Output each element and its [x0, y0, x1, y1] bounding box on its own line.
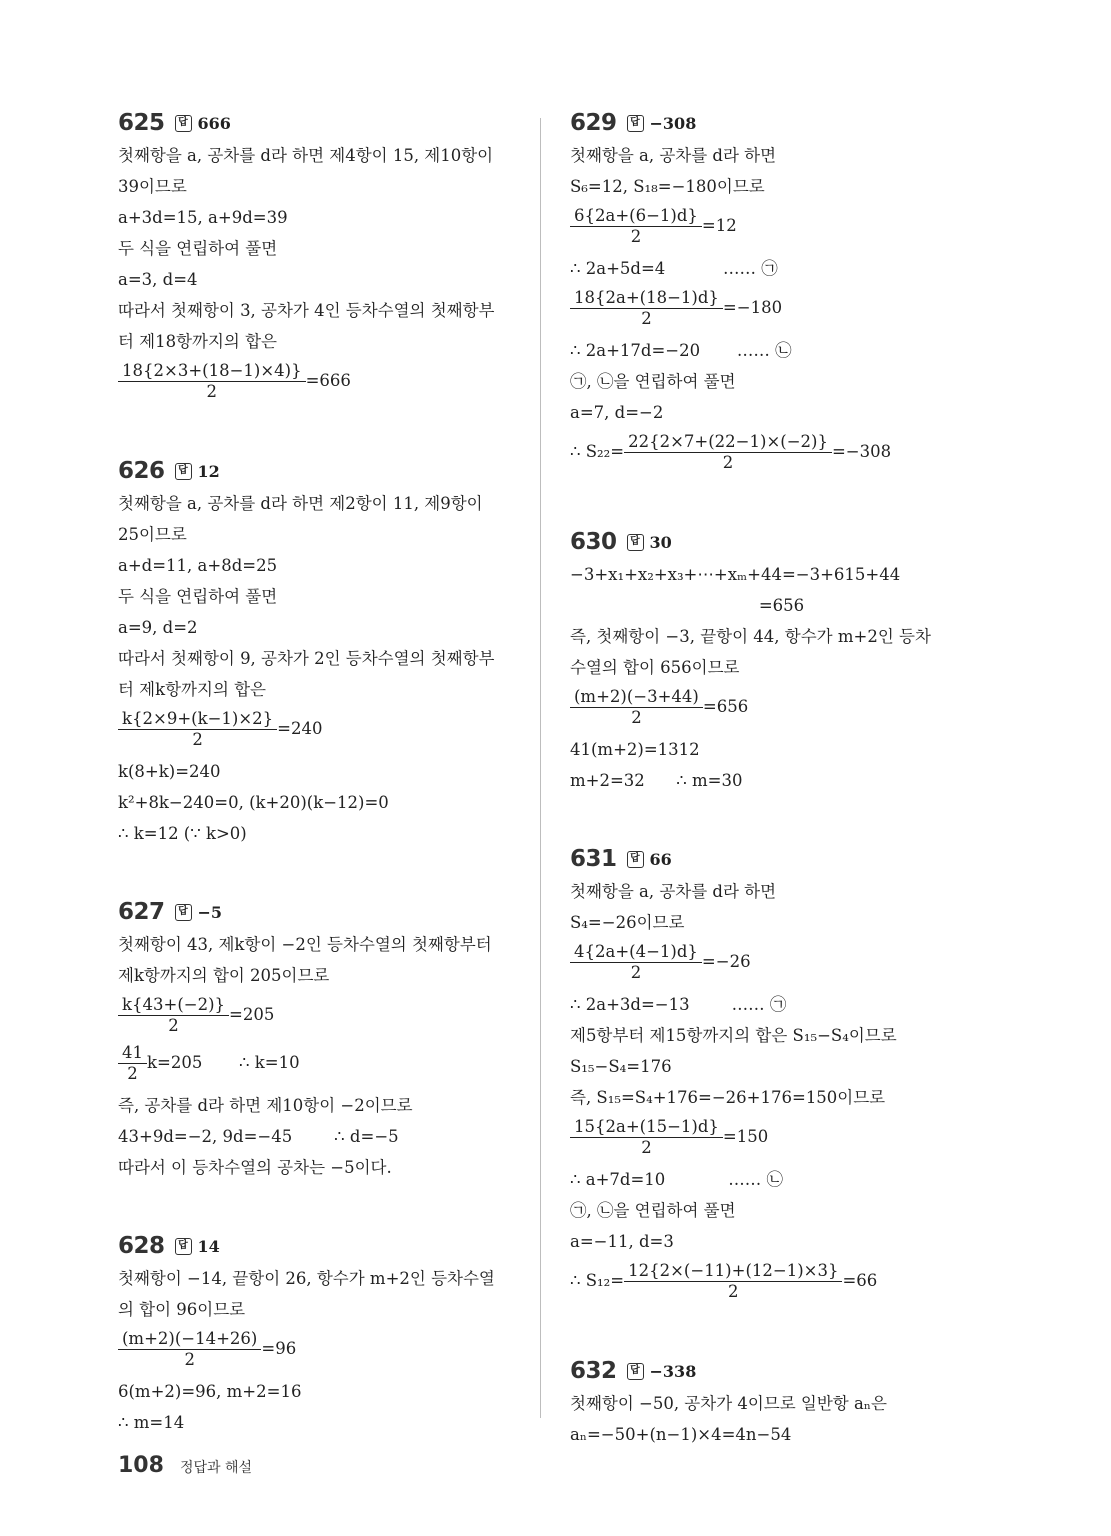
problem-header — [570, 1356, 980, 1386]
solution-line: =656 — [570, 596, 805, 615]
fraction-numerator: 4{2a+(4−1)d} — [570, 941, 702, 963]
fraction-numerator: 6{2a+(6−1)d} — [570, 205, 702, 227]
solution-line: S₆=12, S₁₈=−180이므로 — [570, 177, 765, 196]
solution-line: 두 식을 연립하여 풀면 — [118, 239, 278, 258]
fraction-denominator: 2 — [641, 309, 652, 328]
fraction — [118, 994, 229, 1036]
solution-line: 따라서 첫째항이 9, 공차가 2인 등차수열의 첫째항부 — [118, 649, 495, 668]
fraction-denominator: 2 — [630, 227, 642, 246]
answer-value: −308 — [649, 113, 697, 133]
fraction-line — [570, 941, 980, 983]
fraction-suffix: =−180 — [722, 298, 783, 317]
fraction-numerator: (m+2)(−3+44) — [570, 686, 703, 708]
answer-icon: 답 — [627, 851, 644, 868]
fraction-denominator: 2 — [631, 708, 642, 727]
problem-number: 632 — [570, 1358, 617, 1384]
solution-line: S₄=−26이므로 — [570, 913, 685, 932]
answer-icon: 답 — [175, 904, 192, 921]
fraction-denominator: 2 — [206, 382, 218, 401]
solution-line: 41(m+2)=1312 — [570, 740, 700, 759]
fraction-numerator: 18{2×3+(18−1)×4)} — [118, 360, 306, 382]
problem-631 — [570, 844, 980, 1302]
fraction-line — [570, 1116, 980, 1158]
answer-icon: 답 — [175, 463, 192, 480]
fraction-suffix: =240 — [277, 719, 323, 738]
solution-line: k(8+k)=240 — [118, 762, 221, 781]
solution-line: 즉, 첫째항이 −3, 끝항이 44, 항수가 m+2인 등차 — [570, 627, 931, 646]
fraction-line — [118, 1042, 528, 1084]
section-gap — [118, 1183, 528, 1231]
solution-line: 첫째항이 43, 제k항이 −2인 등차수열의 첫째항부터 — [118, 935, 492, 954]
solution-line: ∴ 2a+3d=−13 …… ㉠ — [570, 995, 787, 1014]
fraction-numerator: 22{2×7+(22−1)×(−2)} — [624, 431, 832, 453]
answer-icon: 답 — [627, 1363, 644, 1380]
answer-value: 14 — [197, 1236, 220, 1256]
solution-line: m+2=32 ∴ m=30 — [570, 771, 743, 790]
fraction-denominator: 2 — [184, 1350, 195, 1369]
fraction-line — [570, 686, 980, 728]
problem-number: 631 — [570, 846, 617, 872]
fraction-suffix: =205 — [229, 1005, 275, 1024]
solution-line: 첫째항을 a, 공차를 d라 하면 제4항이 15, 제10항이 — [118, 146, 494, 165]
fraction-suffix: =−308 — [831, 442, 892, 461]
problem-627 — [118, 897, 528, 1183]
problem-625 — [118, 108, 528, 402]
fraction-numerator: 12{2×(−11)+(12−1)×3} — [624, 1260, 842, 1282]
answer-value: 12 — [197, 461, 220, 481]
fraction — [570, 205, 702, 247]
fraction — [118, 360, 306, 402]
fraction-denominator: 2 — [192, 730, 203, 749]
fraction-suffix: =66 — [842, 1271, 878, 1290]
fraction-prefix: ∴ S₂₂= — [570, 442, 625, 461]
solution-line: ∴ 2a+5d=4 …… ㉠ — [570, 259, 778, 278]
solution-line: 제5항부터 제15항까지의 합은 S₁₅−S₄이므로 — [570, 1026, 897, 1045]
fraction-denominator: 2 — [722, 453, 734, 472]
answer-icon: 답 — [175, 1238, 192, 1255]
fraction-numerator: 41 — [118, 1042, 147, 1064]
page-label: 정답과 해설 — [179, 1460, 253, 1476]
fraction-numerator: 15{2a+(15−1)d} — [570, 1116, 723, 1138]
solution-line: ㉠, ㉡을 연립하여 풀면 — [570, 372, 736, 391]
problem-630 — [570, 527, 980, 796]
answer-icon: 답 — [175, 115, 192, 132]
fraction-line — [570, 1260, 980, 1302]
answer-value: −5 — [197, 902, 223, 922]
section-gap — [118, 408, 528, 456]
solution-line: 39이므로 — [118, 177, 187, 196]
section-gap — [570, 1308, 980, 1356]
problem-632 — [570, 1356, 980, 1450]
fraction — [570, 1116, 723, 1158]
problem-header — [570, 844, 980, 874]
solution-line: 25이므로 — [118, 525, 187, 544]
fraction-numerator: k{2×9+(k−1)×2} — [118, 708, 277, 730]
fraction — [624, 1260, 842, 1302]
problem-number: 628 — [118, 1233, 165, 1259]
section-gap — [570, 479, 980, 527]
solution-line: 6(m+2)=96, m+2=16 — [118, 1382, 302, 1401]
solution-line: 터 제k항까지의 합은 — [118, 680, 266, 699]
fraction-denominator: 2 — [168, 1016, 179, 1035]
fraction-numerator: (m+2)(−14+26) — [118, 1328, 261, 1350]
fraction-denominator: 2 — [127, 1064, 138, 1083]
fraction — [570, 287, 723, 329]
problem-629 — [570, 108, 980, 473]
solution-line: 의 합이 96이므로 — [118, 1300, 246, 1319]
fraction — [118, 1042, 147, 1084]
fraction-suffix: =12 — [701, 216, 737, 235]
fraction-suffix: =656 — [702, 697, 749, 716]
solution-line: a+d=11, a+8d=25 — [118, 556, 278, 575]
problem-header — [118, 897, 528, 927]
fraction-suffix: =96 — [261, 1339, 297, 1358]
solution-line: 두 식을 연립하여 풀면 — [118, 587, 278, 606]
column-divider — [540, 118, 541, 1418]
problem-number: 627 — [118, 899, 165, 925]
fraction-suffix: =−26 — [701, 952, 751, 971]
answer-value: −338 — [649, 1361, 697, 1381]
answer-icon: 답 — [627, 534, 644, 551]
solution-line: 제k항까지의 합이 205이므로 — [118, 966, 330, 985]
problem-628 — [118, 1231, 528, 1438]
solution-line: a+3d=15, a+9d=39 — [118, 208, 288, 227]
left-column — [118, 108, 528, 1438]
fraction-numerator: 18{2a+(18−1)d} — [570, 287, 723, 309]
solution-line: ∴ a+7d=10 …… ㉡ — [570, 1170, 783, 1189]
problem-626 — [118, 456, 528, 849]
answer-icon: 답 — [627, 115, 644, 132]
fraction-denominator: 2 — [641, 1138, 652, 1157]
fraction-suffix: =150 — [722, 1127, 769, 1146]
answer-value: 66 — [649, 849, 672, 869]
problem-header — [118, 108, 528, 138]
fraction-line — [118, 360, 528, 402]
fraction — [118, 1328, 261, 1370]
fraction — [118, 708, 277, 750]
solution-line: 따라서 첫째항이 3, 공차가 4인 등차수열의 첫째항부 — [118, 301, 495, 320]
solution-line: 터 제18항까지의 합은 — [118, 332, 277, 351]
problem-number: 629 — [570, 110, 617, 136]
solution-line: aₙ=−50+(n−1)×4=4n−54 — [570, 1425, 792, 1444]
solution-line: a=9, d=2 — [118, 618, 198, 637]
fraction-line — [570, 431, 980, 473]
problem-header — [570, 108, 980, 138]
answer-value: 30 — [649, 532, 672, 552]
solution-line: 첫째항이 −50, 공차가 4이므로 일반항 aₙ은 — [570, 1394, 887, 1413]
problem-header — [570, 527, 980, 557]
fraction-line — [118, 994, 528, 1036]
problem-header — [118, 456, 528, 486]
solution-line: S₁₅−S₄=176 — [570, 1057, 672, 1076]
fraction-numerator: k{43+(−2)} — [118, 994, 229, 1016]
solution-line: ㉠, ㉡을 연립하여 풀면 — [570, 1201, 736, 1220]
section-gap — [118, 849, 528, 897]
problem-number: 625 — [118, 110, 165, 136]
solution-line: a=3, d=4 — [118, 270, 198, 289]
page-number: 108 — [118, 1453, 164, 1478]
solution-line: k²+8k−240=0, (k+20)(k−12)=0 — [118, 793, 389, 812]
solution-line: ∴ m=14 — [118, 1413, 185, 1432]
fraction — [570, 941, 702, 983]
solution-line: ∴ 2a+17d=−20 …… ㉡ — [570, 341, 792, 360]
solution-line: 수열의 합이 656이므로 — [570, 658, 740, 677]
fraction-suffix: =666 — [305, 371, 351, 390]
fraction-prefix: ∴ S₁₂= — [570, 1271, 625, 1290]
solution-line: 43+9d=−2, 9d=−45 ∴ d=−5 — [118, 1127, 399, 1146]
fraction — [624, 431, 832, 473]
fraction-line — [570, 205, 980, 247]
solution-line: 첫째항을 a, 공차를 d라 하면 — [570, 882, 777, 901]
solution-line: a=−11, d=3 — [570, 1232, 674, 1251]
solution-line: 즉, S₁₅=S₄+176=−26+176=150이므로 — [570, 1088, 886, 1107]
fraction-line — [118, 1328, 528, 1370]
solution-line: 첫째항을 a, 공차를 d라 하면 — [570, 146, 777, 165]
solution-line: 따라서 이 등차수열의 공차는 −5이다. — [118, 1158, 392, 1177]
solution-line: 첫째항을 a, 공차를 d라 하면 제2항이 11, 제9항이 — [118, 494, 483, 513]
problem-number: 630 — [570, 529, 617, 555]
fraction-line — [118, 708, 528, 750]
fraction-line — [570, 287, 980, 329]
fraction — [570, 686, 703, 728]
solution-line: −3+x₁+x₂+x₃+⋯+xₘ+44=−3+615+44 — [570, 565, 901, 584]
solution-line: a=7, d=−2 — [570, 403, 664, 422]
answer-value: 666 — [197, 113, 231, 133]
fraction-suffix: k=205 ∴ k=10 — [147, 1053, 300, 1072]
fraction-denominator: 2 — [728, 1282, 739, 1301]
solution-line: 첫째항이 −14, 끝항이 26, 항수가 m+2인 등차수열 — [118, 1269, 495, 1288]
fraction-denominator: 2 — [630, 963, 642, 982]
problem-header — [118, 1231, 528, 1261]
solution-line: 즉, 공차를 d라 하면 제10항이 −2이므로 — [118, 1096, 413, 1115]
right-column — [570, 108, 980, 1450]
page-footer — [118, 1453, 252, 1478]
problem-number: 626 — [118, 458, 165, 484]
solution-line: ∴ k=12 (∵ k>0) — [118, 824, 247, 843]
section-gap — [570, 796, 980, 844]
